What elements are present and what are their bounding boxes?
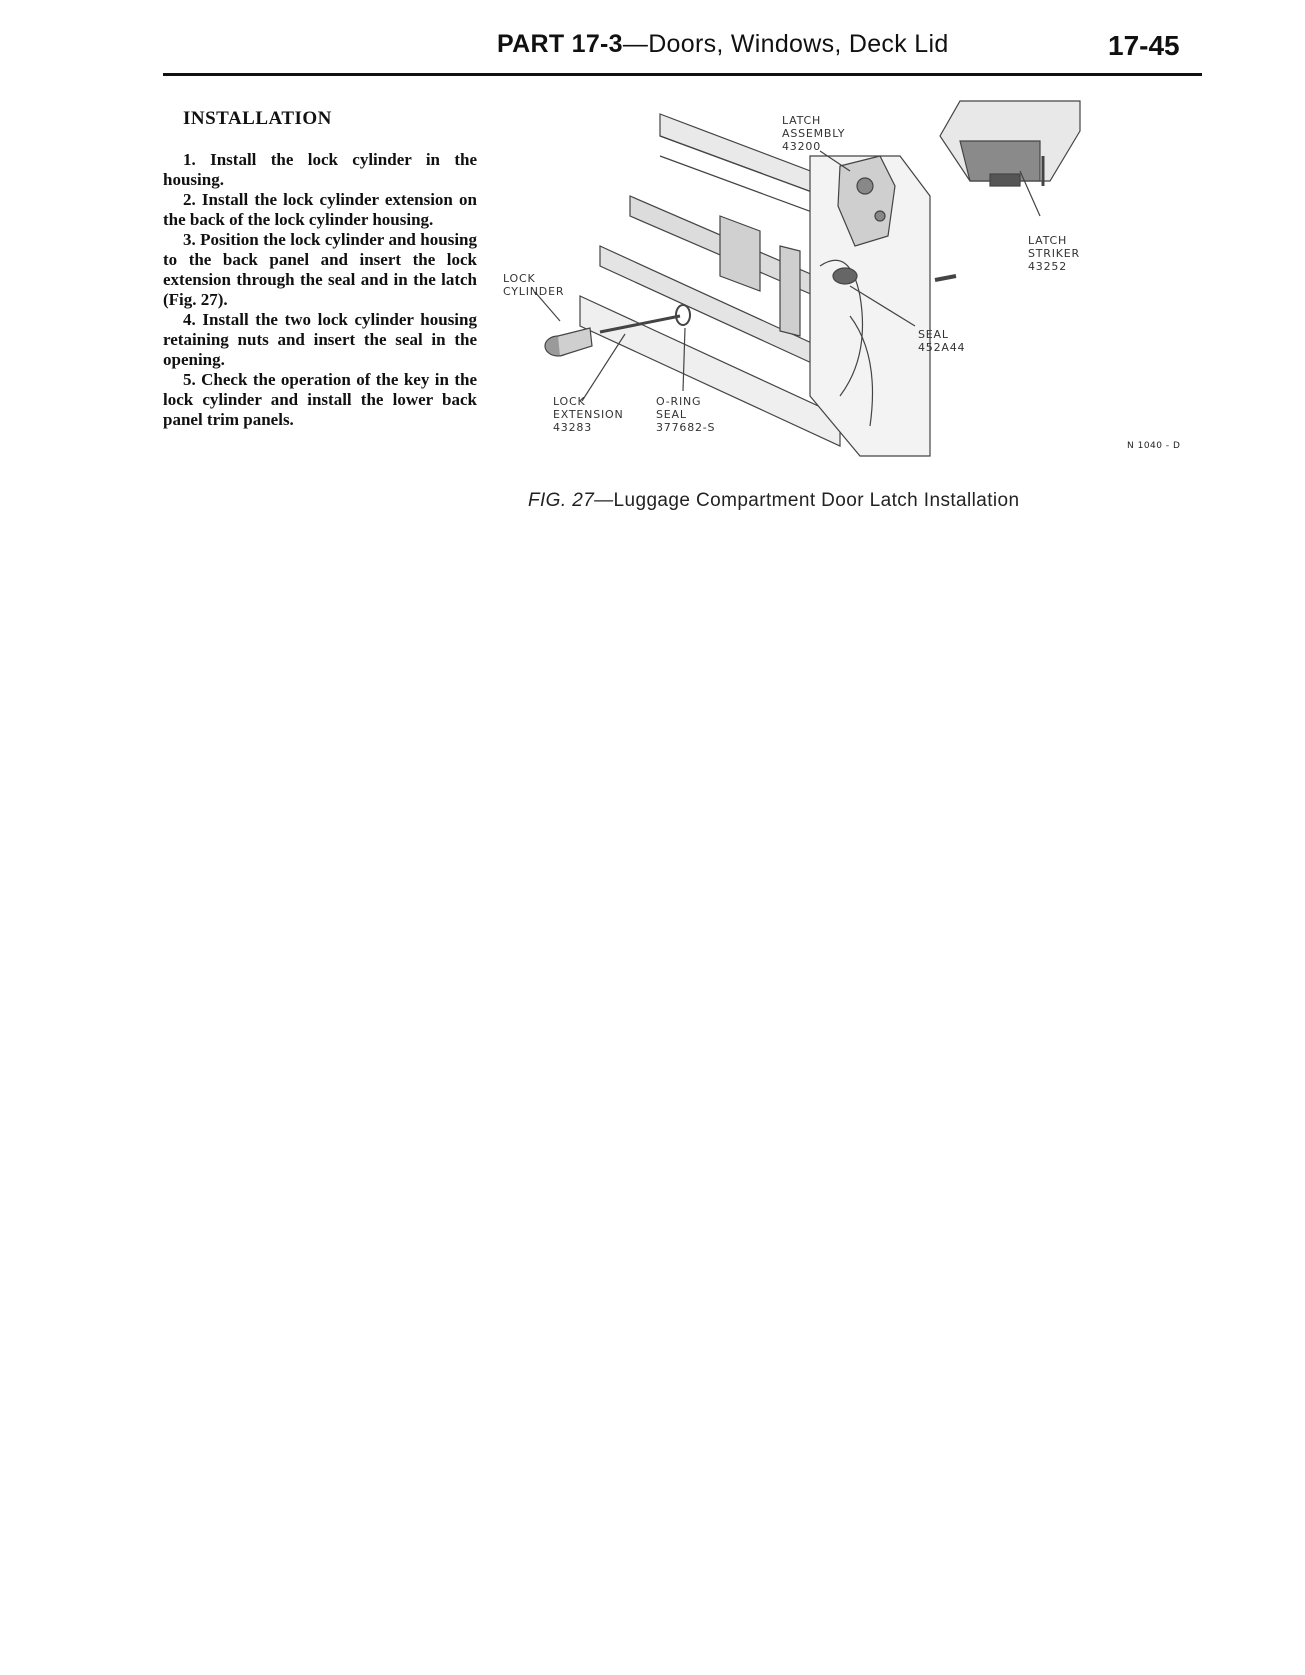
header-rule: [163, 73, 1202, 76]
seal-plug: [833, 268, 857, 284]
step-1: 1. Install the lock cylinder in the housing.: [163, 150, 477, 189]
figure-27: [503, 96, 1202, 486]
figure-caption: [528, 490, 1019, 512]
figure-code: N 1040 - D: [1127, 441, 1181, 451]
mounting-screw: [935, 276, 956, 280]
latch-bolt: [857, 178, 873, 194]
section-heading: INSTALLATION: [183, 108, 332, 129]
caption-prefix: FIG. 27: [528, 490, 595, 511]
page-number: 17-45: [1108, 30, 1180, 61]
step-3: 3. Position the lock cylinder and housing to the back panel and insert the lock extension through the seal and in the latch (Fig. 27).: [163, 230, 477, 309]
installation-steps: [163, 150, 477, 430]
caption-text: —Luggage Compartment Door Latch Installation: [594, 490, 1020, 511]
step-5: 5. Check the operation of the key in the lock cylinder and install the lower back panel trim panels.: [163, 370, 477, 429]
latch-striker-callout: LATCH STRIKER 43252: [1028, 234, 1080, 273]
seal-callout: SEAL 452A44: [918, 328, 966, 354]
step-4: 4. Install the two lock cylinder housing retaining nuts and insert the seal in the opening.: [163, 310, 477, 369]
part-label: PART 17-3: [497, 30, 623, 58]
part-title: —Doors, Windows, Deck Lid: [622, 30, 949, 58]
lock-extension-callout: LOCK EXTENSION 43283: [553, 395, 624, 434]
latch-assembly-callout: LATCH ASSEMBLY 43200: [782, 114, 846, 153]
o-ring-seal-callout: O-RING SEAL 377682-S: [656, 395, 716, 434]
header-title: [497, 30, 949, 59]
lock-cylinder-callout: LOCK CYLINDER: [503, 272, 565, 298]
step-2: 2. Install the lock cylinder extension on the back of the lock cylinder housing.: [163, 190, 477, 229]
